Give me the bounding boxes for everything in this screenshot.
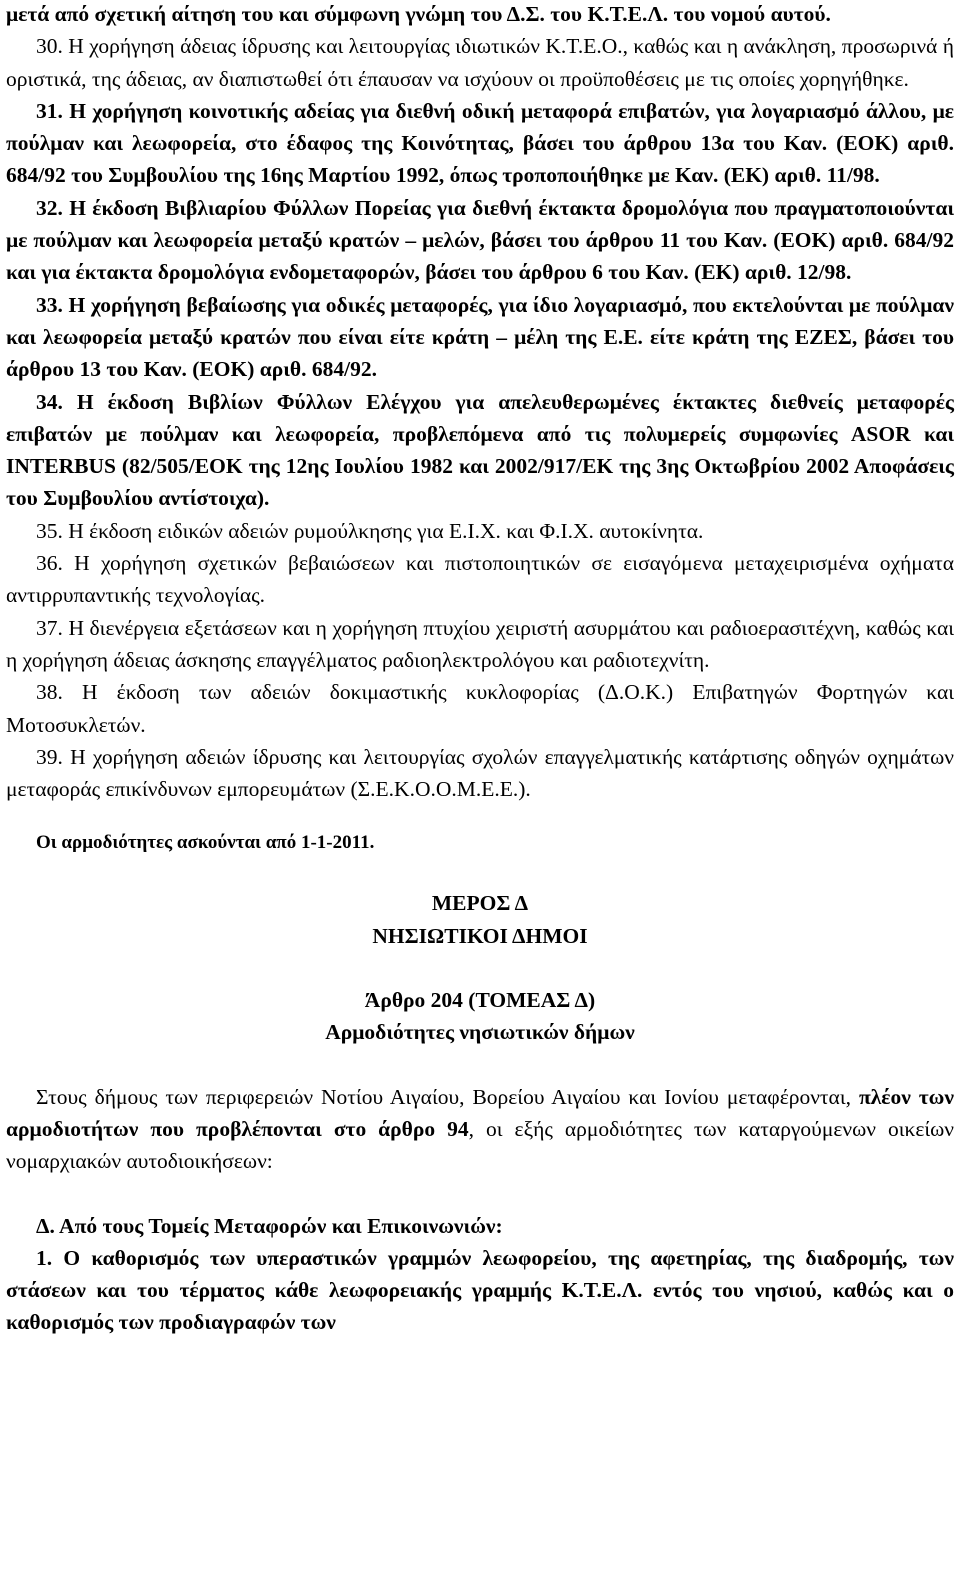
intro-text-1: Στους δήμους των περιφερειών Νοτίου Αιγαίου, Βορείου Αιγαίου και Ιονίου μεταφέρονται, <box>36 1084 859 1109</box>
intro-paragraph <box>6 1081 954 1178</box>
paragraph-35: 35. Η έκδοση ειδικών αδειών ρυμούλκησης για Ε.Ι.Χ. και Φ.Ι.Χ. αυτοκίνητα. <box>36 518 704 543</box>
paragraph-33: 33. Η χορήγηση βεβαίωσης για οδικές μεταφορές, για ίδιο λογαριασμό, που εκτελούνται με πούλμαν και λεωφορεία μεταξύ κρατών που είναι είτε κράτη – μέλη της Ε.Ε. είτε κράτη της ΕΖΕΣ, βάσει του άρθρου 13 του Καν. (ΕΟΚ) αριθ. 684/92. <box>6 292 954 382</box>
paragraph-39: 39. Η χορήγηση αδειών ίδρυσης και λειτουργίας σχολών επαγγελματικής κατάρτισης οδηγών οχημάτων μεταφοράς επικίνδυνων εμπορευμάτων (Σ.Ε.Κ.Ο.Ο.Μ.Ε.Ε.). <box>6 744 954 802</box>
document-page <box>6 0 954 1339</box>
part-heading: ΜΕΡΟΣ Δ <box>431 891 529 916</box>
paragraph-32: 32. Η έκδοση Βιβλιαρίου Φύλλων Πορείας για διεθνή έκτακτα δρομολόγια που πραγματοποιούνται με πούλμαν και λεωφορεία μεταξύ κρατών – μελών, βάσει του άρθρου 11 του Καν. (ΕΟΚ) αριθ. 684/92 και για έκτακτα δρομολόγια ενδομεταφορών, βάσει του άρθρου 6 του Καν. (ΕΚ) αριθ. 12/98. <box>6 195 954 285</box>
paragraph-36: 36. Η χορήγηση σχετικών βεβαιώσεων και πιστοποιητικών σε εισαγόμενα μεταχειρισμένα οχήματα αντιρρυπαντικής τεχνολογίας. <box>6 551 954 608</box>
paragraph-37: 37. Η διενέργεια εξετάσεων και η χορήγηση πτυχίου χειριστή ασυρμάτου και ραδιοερασιτέχνη, καθώς και η χορήγηση άδειας άσκησης επαγγέλματος ραδιοηλεκτρολόγου και ραδιοτεχνίτη. <box>6 615 954 672</box>
intro-bold-text: πλέον των αρμοδιοτήτων που προβλέπονται στο άρθρο 94 <box>6 1084 954 1141</box>
paragraph-30: 30. Η χορήγηση άδειας ίδρυσης και λειτουργίας ιδιωτικών Κ.Τ.Ε.Ο., καθώς και η ανάκληση, προσωρινά ή οριστικά, της άδειας, αν διαπιστωθεί ότι έπαυσαν να ισχύουν οι προϋποθέσεις με τις οποίες χορηγήθηκε. <box>6 34 954 91</box>
section-item-1: 1. Ο καθορισμός των υπεραστικών γραμμών λεωφορείου, της αφετηρίας, της διαδρομής, των στάσεων και του τέρματος κάθε λεωφορειακής γραμμής Κ.Τ.Ε.Λ. εντός του νησιού, καθώς και ο καθορισμός των προδιαγραφών των <box>6 1245 954 1335</box>
intro-text-2: , οι εξής αρμοδιότητες των καταργούμενων οικείων νομαρχιακών αυτοδιοικήσεων: <box>6 1116 955 1174</box>
paragraph-31: 31. Η χορήγηση κοινοτικής αδείας για διεθνή οδική μεταφορά επιβατών, για λογαριασμό άλλου, με πούλμαν και λεωφορεία, στο έδαφος της Κοινότητας, βάσει του άρθρου 13α του Καν. (ΕΟΚ) αριθ. 684/92 του Συμβουλίου της 16ης Μαρτίου 1992, όπως τροποποιήθηκε με Καν. (ΕΚ) αριθ. 11/98. <box>6 98 954 188</box>
paragraph-34: 34. Η έκδοση Βιβλίων Φύλλων Ελέγχου για απελευθερωμένες έκτακτες διεθνείς μεταφορές επιβατών με πούλμαν και λεωφορεία, προβλεπόμενα από τις πολυμερείς συμφωνίες ASOR και INTERBUS (82/505/ΕΟΚ της 12ης Ιουλίου 1982 και 2002/917/ΕΚ της 3ης Οκτωβρίου 2002 Αποφάσεις του Συμβουλίου αντίστοιχα). <box>6 389 954 511</box>
section-heading: Δ. Από τους Τομείς Μεταφορών και Επικοινωνιών: <box>36 1213 503 1238</box>
part-title: ΝΗΣΙΩΤΙΚΟΙ ΔΗΜΟΙ <box>372 923 588 948</box>
article-heading: Άρθρο 204 (ΤΟΜΕΑΣ Δ) <box>364 988 596 1013</box>
article-title: Αρμοδιότητες νησιωτικών δήμων <box>325 1020 635 1045</box>
effective-date-note: Οι αρμοδιότητες ασκούνται από 1-1-2011. <box>36 832 375 854</box>
paragraph-38: 38. Η έκδοση των αδειών δοκιμαστικής κυκλοφορίας (Δ.Ο.Κ.) Επιβατηγών Φορτηγών και Μοτοσυκλετών. <box>6 680 954 737</box>
paragraph-29-tail: μετά από σχετική αίτηση του και σύμφωνη γνώμη του Δ.Σ. του Κ.Τ.Ε.Λ. του νομού αυτού. <box>6 2 831 26</box>
